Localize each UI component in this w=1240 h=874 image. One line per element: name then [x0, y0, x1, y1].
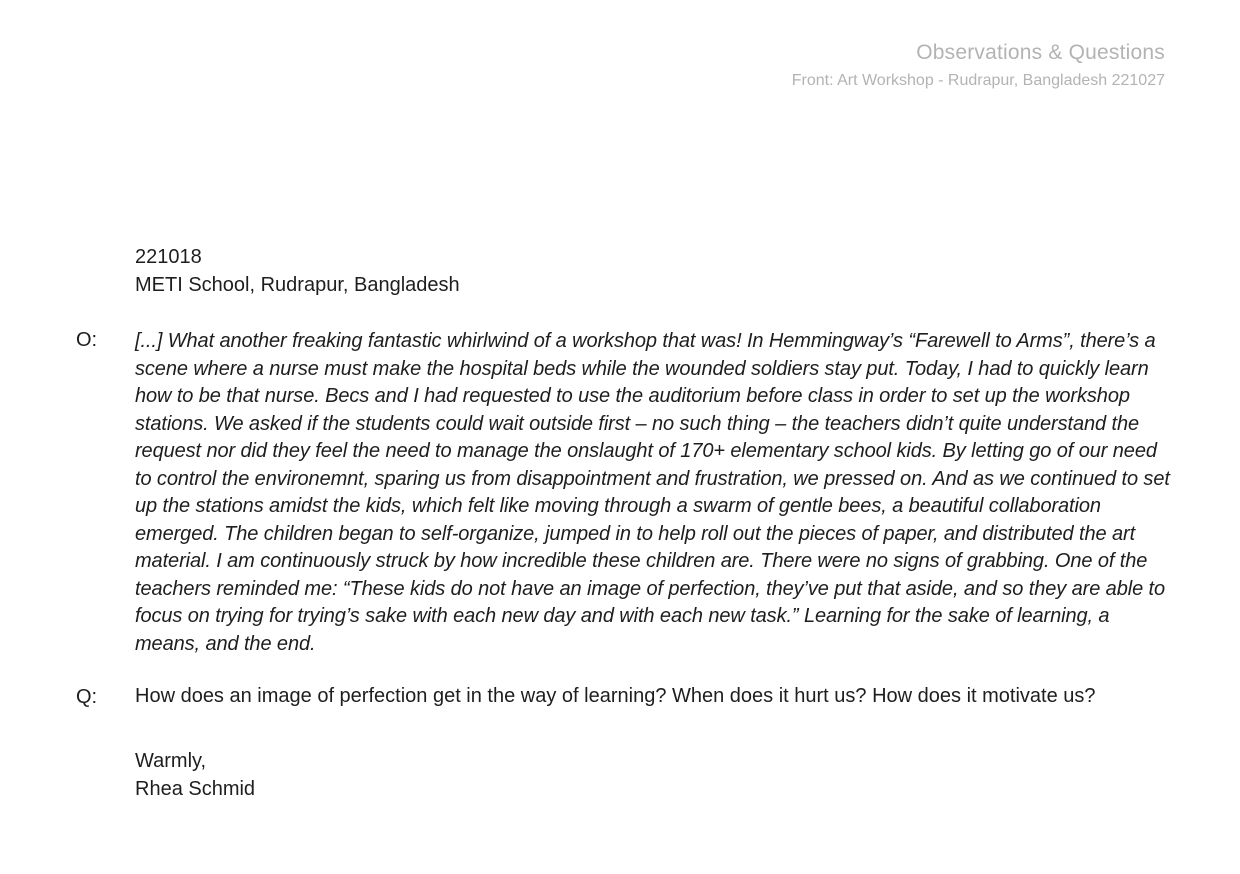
question-marker: Q:	[76, 686, 98, 708]
question-text: How does an image of perfection get in the way of learning? When does it hurt us? How does it motivate us?	[135, 685, 1096, 707]
document-title: Observations & Questions	[916, 41, 1165, 64]
signoff	[135, 748, 255, 803]
signoff-name: Rhea Schmid	[135, 777, 256, 800]
document-subtitle: Front: Art Workshop - Rudrapur, Bangladesh 221027	[791, 72, 1165, 89]
entry-heading	[135, 244, 460, 299]
entry-location: METI School, Rudrapur, Bangladesh	[135, 273, 460, 296]
page-header	[792, 38, 1165, 92]
signoff-closing: Warmly,	[135, 750, 207, 772]
observation-marker: O:	[76, 329, 98, 351]
observation-text: [...] What another freaking fantastic whirlwind of a workshop that was! In Hemmingway’s “Farewell to Arms”, there’s a scene where a nurse must make the hospital beds while the wounded soldiers stay put. Today, I had to quickly learn how to be that nurse. Becs and I had requested to use the auditorium before class in order to set up the workshop stations. We asked if the students could wait outside first – no such thing – the teachers didn’t quite understand the request nor did they feel the need to manage the onslaught of 170+ elementary school kids. By letting go of our need to control the environemnt, sparing us from disappointment and frustration, we pressed on. And as we continued to set up the stations amidst the kids, which felt like moving through a swarm of gentle bees, a beautiful collaboration emerged. The children began to self-organize, jumped in to help roll out the pieces of paper, and distributed the art material. I am continuously struck by how incredible these children are. There were no signs of grabbing. One of the teachers reminded me: “These kids do not have an image of perfection, they’ve put that aside, and so they are able to focus on trying for trying’s sake with each new day and with each new task.” Learning for the sake of learning, a means, and the end.	[135, 330, 1170, 655]
entry-date: 221018	[135, 246, 202, 268]
